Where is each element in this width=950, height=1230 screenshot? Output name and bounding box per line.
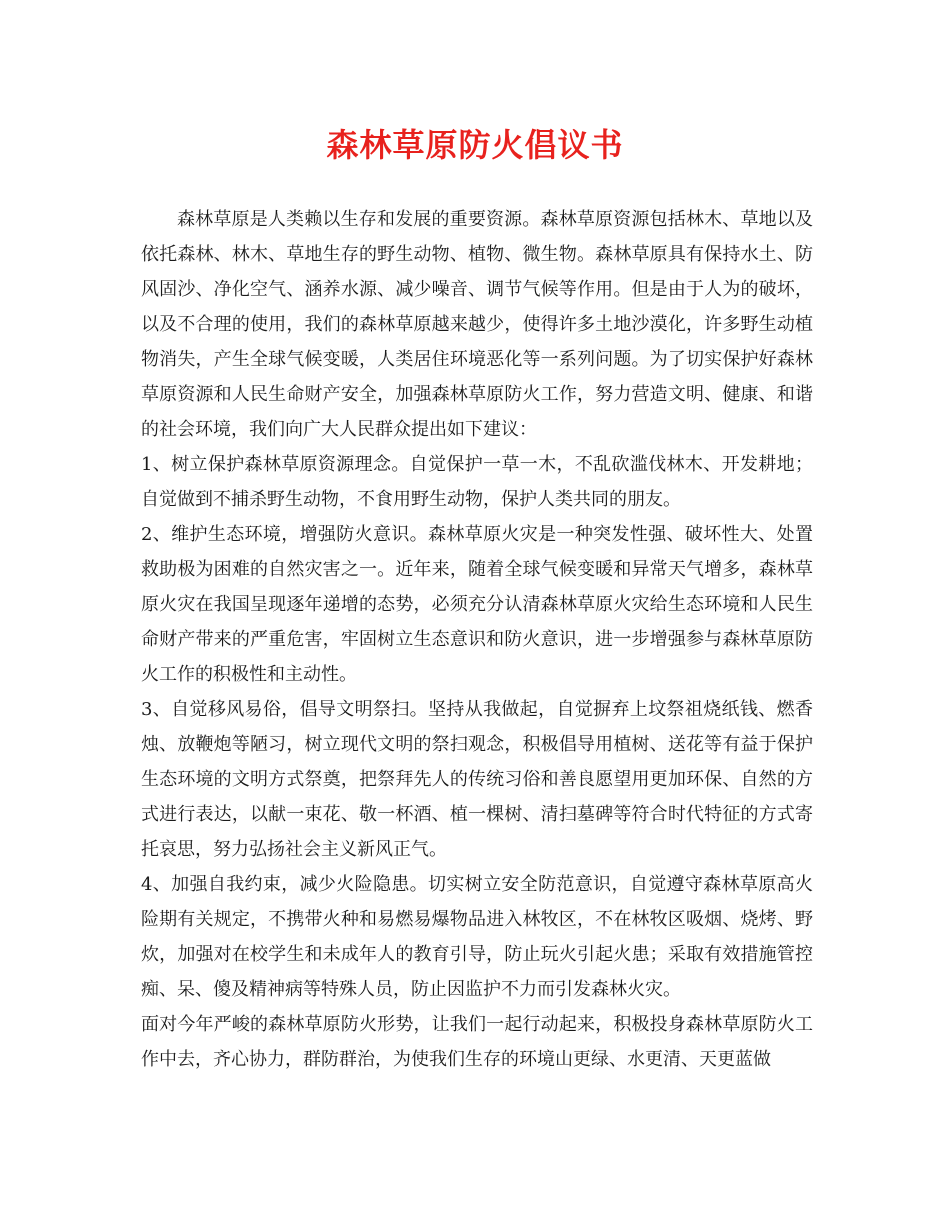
document-body: [141, 202, 813, 1077]
suggestion-3-paragraph: 3、自觉移风易俗，倡导文明祭扫。坚持从我做起，自觉摒弃上坟祭祖烧纸钱、燃香烛、放鞭炮等陋习，树立现代文明的祭扫观念，积极倡导用植树、送花等有益于保护生态环境的文明方式祭奠，把祭拜先人的传统习俗和善良愿望用更加环保、自然的方式进行表达，以献一束花、敬一杯酒、植一棵树、清扫墓碑等符合时代特征的方式寄托哀思，努力弘扬社会主义新风正气。: [141, 699, 813, 860]
document-title: 森林草原防火倡议书: [326, 126, 624, 164]
intro-paragraph: 森林草原是人类赖以生存和发展的重要资源。森林草原资源包括林木、草地以及依托森林、林木、草地生存的野生动物、植物、微生物。森林草原具有保持水土、防风固沙、净化空气、涵养水源、减少噪音、调节气候等作用。但是由于人为的破坏，以及不合理的使用，我们的森林草原越来越少，使得许多土地沙漠化，许多野生动植物消失，产生全球气候变暖，人类居住环境恶化等一系列问题。为了切实保护好森林草原资源和人民生命财产安全，加强森林草原防火工作，努力营造文明、健康、和谐的社会环境，我们向广大人民群众提出如下建议：: [141, 209, 813, 440]
suggestion-2-paragraph: 2、维护生态环境，增强防火意识。森林草原火灾是一种突发性强、破坏性大、处置救助极为困难的自然灾害之一。近年来，随着全球气候变暖和异常天气增多，森林草原火灾在我国呈现逐年递增的态势，必须充分认清森林草原火灾给生态环境和人民生命财产带来的严重危害，牢固树立生态意识和防火意识，进一步增强参与森林草原防火工作的积极性和主动性。: [141, 524, 813, 685]
closing-paragraph: 面对今年严峻的森林草原防火形势，让我们一起行动起来，积极投身森林草原防火工作中去，齐心协力，群防群治，为使我们生存的环境山更绿、水更清、天更蓝做: [141, 1014, 813, 1070]
suggestion-4-paragraph: 4、加强自我约束，减少火险隐患。切实树立安全防范意识，自觉遵守森林草原高火险期有关规定，不携带火种和易燃易爆物品进入林牧区，不在林牧区吸烟、烧烤、野炊，加强对在校学生和未成年人的教育引导，防止玩火引起火患；采取有效措施管控痴、呆、傻及精神病等特殊人员，防止因监护不力而引发森林火灾。: [141, 874, 813, 1000]
suggestion-1-paragraph: 1、树立保护森林草原资源理念。自觉保护一草一木，不乱砍滥伐林木、开发耕地；自觉做到不捕杀野生动物，不食用野生动物，保护人类共同的朋友。: [141, 454, 813, 510]
